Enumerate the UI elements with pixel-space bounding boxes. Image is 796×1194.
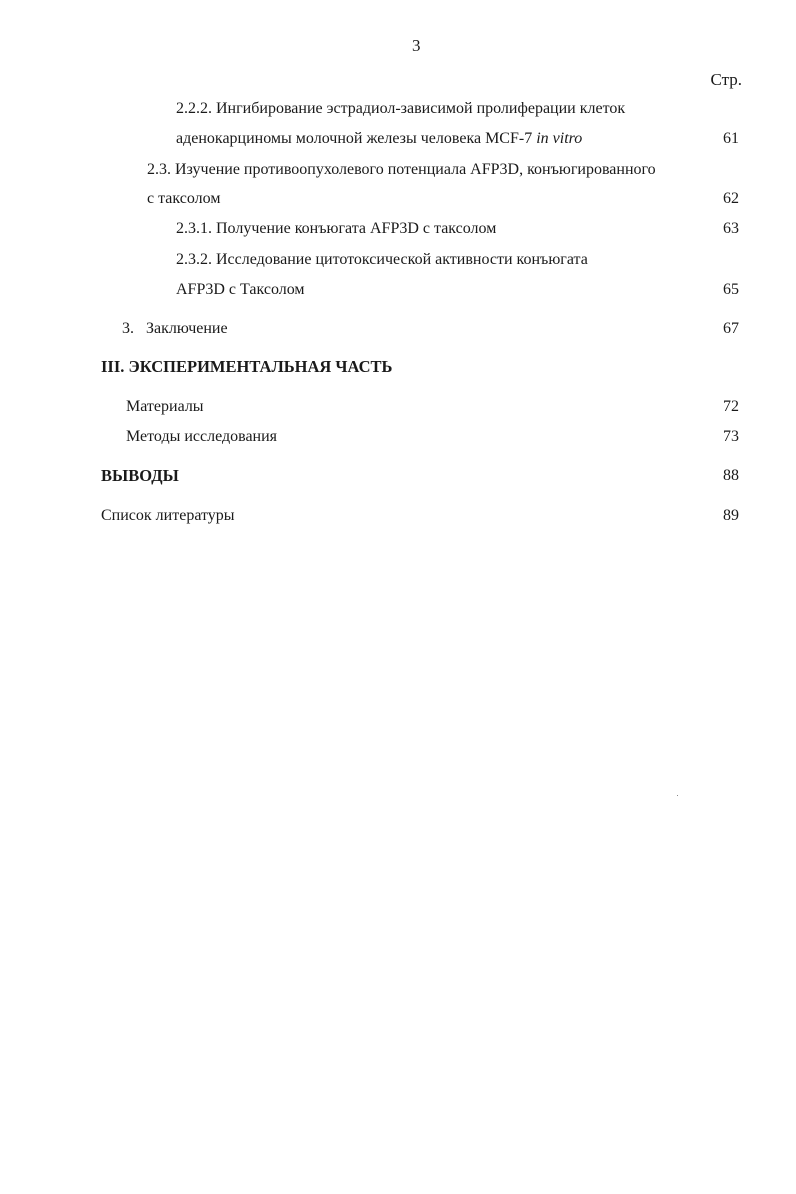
scan-speck [677,795,678,796]
toc-entry-2-2-2-italic: in vitro [536,130,583,147]
toc-entry-references: Список литературы [101,507,235,524]
toc-entry-2-2-2-line-2 [176,129,582,149]
toc-entry-2-2-2-text: аденокарциномы молочной железы человека MCF-7 [176,130,537,147]
toc-entry-2-3-2-page: 65 [723,281,739,298]
toc-entry-3-number: 3. [122,320,134,337]
toc-conclusions-page: 88 [723,467,739,484]
page-number: 3 [412,36,421,55]
toc-entry-2-3-1: 2.3.1. Получение конъюгата AFP3D с таксолом [176,220,497,237]
toc-entry-2-3-1-page: 63 [723,220,739,237]
toc-entry-2-3-line-2: с таксолом [147,190,221,207]
toc-entry-references-page: 89 [723,507,739,524]
toc-entry-2-3-2-line-1: 2.3.2. Исследование цитотоксической активности конъюгата [176,251,588,268]
toc-entry-2-2-2-line-1: 2.2.2. Ингибирование эстрадиол-зависимой пролиферации клеток [176,100,626,117]
toc-entry-methods-page: 73 [723,428,739,445]
toc-section-heading-conclusions: ВЫВОДЫ [101,466,179,485]
toc-entry-2-2-2-page: 61 [723,130,739,147]
toc-entry-2-3-line-1: 2.3. Изучение противоопухолевого потенциала AFP3D, конъюгированного [147,161,656,178]
page-column-header: Стр. [710,70,742,89]
toc-entry-methods: Методы исследования [126,428,278,445]
toc-section-heading-iii: III. ЭКСПЕРИМЕНТАЛЬНАЯ ЧАСТЬ [101,357,393,376]
toc-entry-2-3-2-line-2: AFP3D с Таксолом [176,281,305,298]
toc-entry-3-page: 67 [723,320,739,337]
toc-entry-2-3-page: 62 [723,190,739,207]
toc-entry-materials-page: 72 [723,398,739,415]
toc-entry-3-title: Заключение [146,320,228,337]
toc-entry-materials: Материалы [126,398,204,415]
